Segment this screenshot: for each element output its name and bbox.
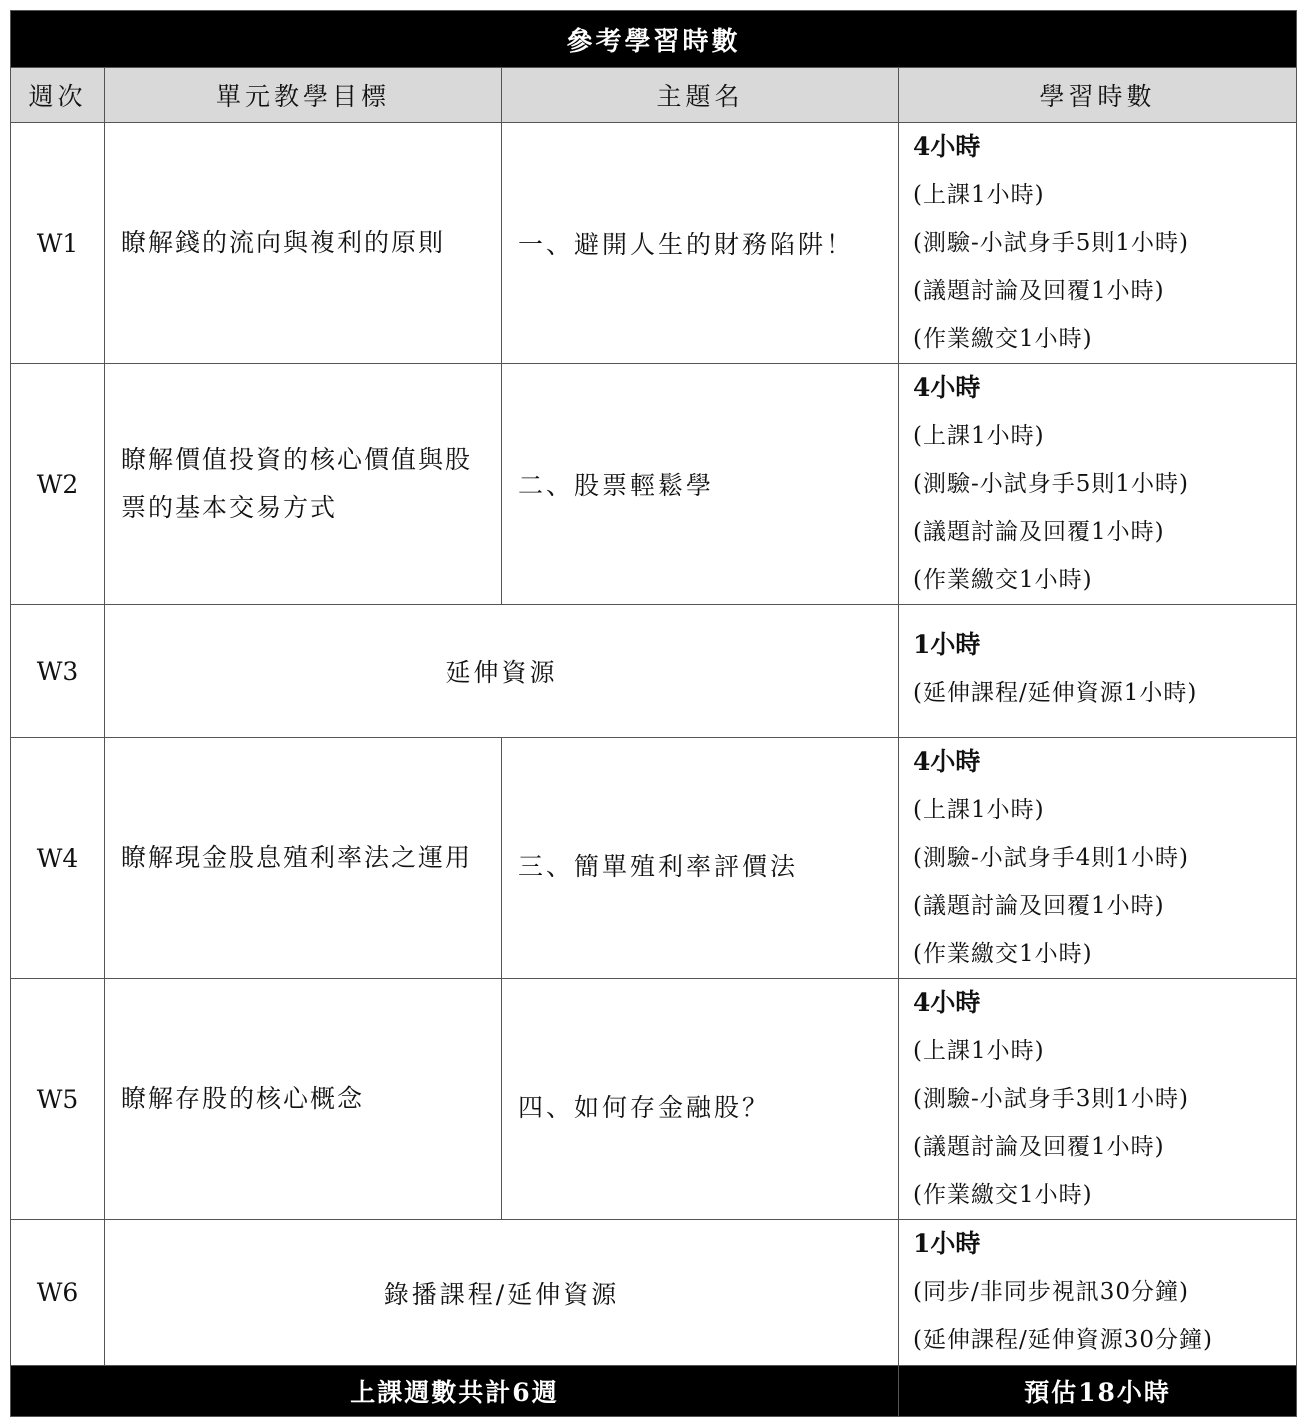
table-header-row	[11, 68, 1297, 123]
table-row	[11, 1220, 1297, 1366]
hours-cell	[899, 1220, 1297, 1366]
hours-item: (上課1小時)	[913, 423, 1045, 449]
hours-item: (議題討論及回覆1小時)	[913, 893, 1165, 919]
table-title-row	[11, 11, 1297, 68]
topic-cell: 四、如何存金融股？	[502, 979, 899, 1220]
hours-item: (作業繳交1小時)	[913, 1182, 1093, 1208]
goal-cell: 瞭解存股的核心概念	[105, 979, 502, 1220]
topic-cell: 二、股票輕鬆學	[502, 364, 899, 605]
hours-item: (測驗-小試身手5則1小時)	[913, 471, 1189, 497]
hours-total: 4小時	[913, 373, 981, 402]
hours-item: (上課1小時)	[913, 1038, 1045, 1064]
hours-item: (作業繳交1小時)	[913, 941, 1093, 967]
footer-weeks-total: 上課週數共計6週	[11, 1366, 899, 1417]
hours-cell	[899, 738, 1297, 979]
table-row	[11, 605, 1297, 738]
week-cell: W4	[11, 738, 105, 979]
week-cell: W1	[11, 123, 105, 364]
hours-item: (測驗-小試身手4則1小時)	[913, 845, 1189, 871]
header-goal: 單元教學目標	[105, 68, 502, 123]
table-row	[11, 738, 1297, 979]
hours-item: (議題討論及回覆1小時)	[913, 519, 1165, 545]
hours-item: (測驗-小試身手3則1小時)	[913, 1086, 1189, 1112]
header-topic: 主題名	[502, 68, 899, 123]
hours-total: 1小時	[913, 630, 981, 659]
hours-item: (測驗-小試身手5則1小時)	[913, 230, 1189, 256]
footer-hours-total: 預估18小時	[899, 1366, 1297, 1417]
hours-total: 4小時	[913, 132, 981, 161]
hours-total: 4小時	[913, 988, 981, 1017]
hours-cell	[899, 123, 1297, 364]
week-cell: W6	[11, 1220, 105, 1366]
hours-total: 4小時	[913, 747, 981, 776]
hours-item: (同步/非同步視訊30分鐘)	[913, 1279, 1189, 1305]
hours-item: (議題討論及回覆1小時)	[913, 278, 1165, 304]
hours-cell	[899, 364, 1297, 605]
merged-content-cell: 錄播課程/延伸資源	[105, 1220, 899, 1366]
study-hours-table	[10, 10, 1297, 1417]
goal-cell: 瞭解現金股息殖利率法之運用	[105, 738, 502, 979]
hours-item: (延伸課程/延伸資源30分鐘)	[913, 1327, 1213, 1353]
study-hours-table-wrapper	[10, 10, 1296, 1417]
header-week: 週次	[11, 68, 105, 123]
table-row	[11, 364, 1297, 605]
topic-cell: 一、避開人生的財務陷阱！	[502, 123, 899, 364]
week-cell: W5	[11, 979, 105, 1220]
header-hours: 學習時數	[899, 68, 1297, 123]
goal-cell: 瞭解錢的流向與複利的原則	[105, 123, 502, 364]
hours-cell	[899, 979, 1297, 1220]
hours-item: (上課1小時)	[913, 182, 1045, 208]
merged-content-cell: 延伸資源	[105, 605, 899, 738]
week-cell: W2	[11, 364, 105, 605]
table-row	[11, 979, 1297, 1220]
hours-item: (作業繳交1小時)	[913, 326, 1093, 352]
hours-cell	[899, 605, 1297, 738]
hours-item: (延伸課程/延伸資源1小時)	[913, 680, 1198, 706]
table-title: 參考學習時數	[11, 11, 1297, 68]
hours-total: 1小時	[913, 1229, 981, 1258]
table-footer-row	[11, 1366, 1297, 1417]
hours-item: (作業繳交1小時)	[913, 567, 1093, 593]
hours-item: (議題討論及回覆1小時)	[913, 1134, 1165, 1160]
topic-cell: 三、簡單殖利率評價法	[502, 738, 899, 979]
table-row	[11, 123, 1297, 364]
goal-cell: 瞭解價值投資的核心價值與股票的基本交易方式	[105, 364, 502, 605]
week-cell: W3	[11, 605, 105, 738]
hours-item: (上課1小時)	[913, 797, 1045, 823]
